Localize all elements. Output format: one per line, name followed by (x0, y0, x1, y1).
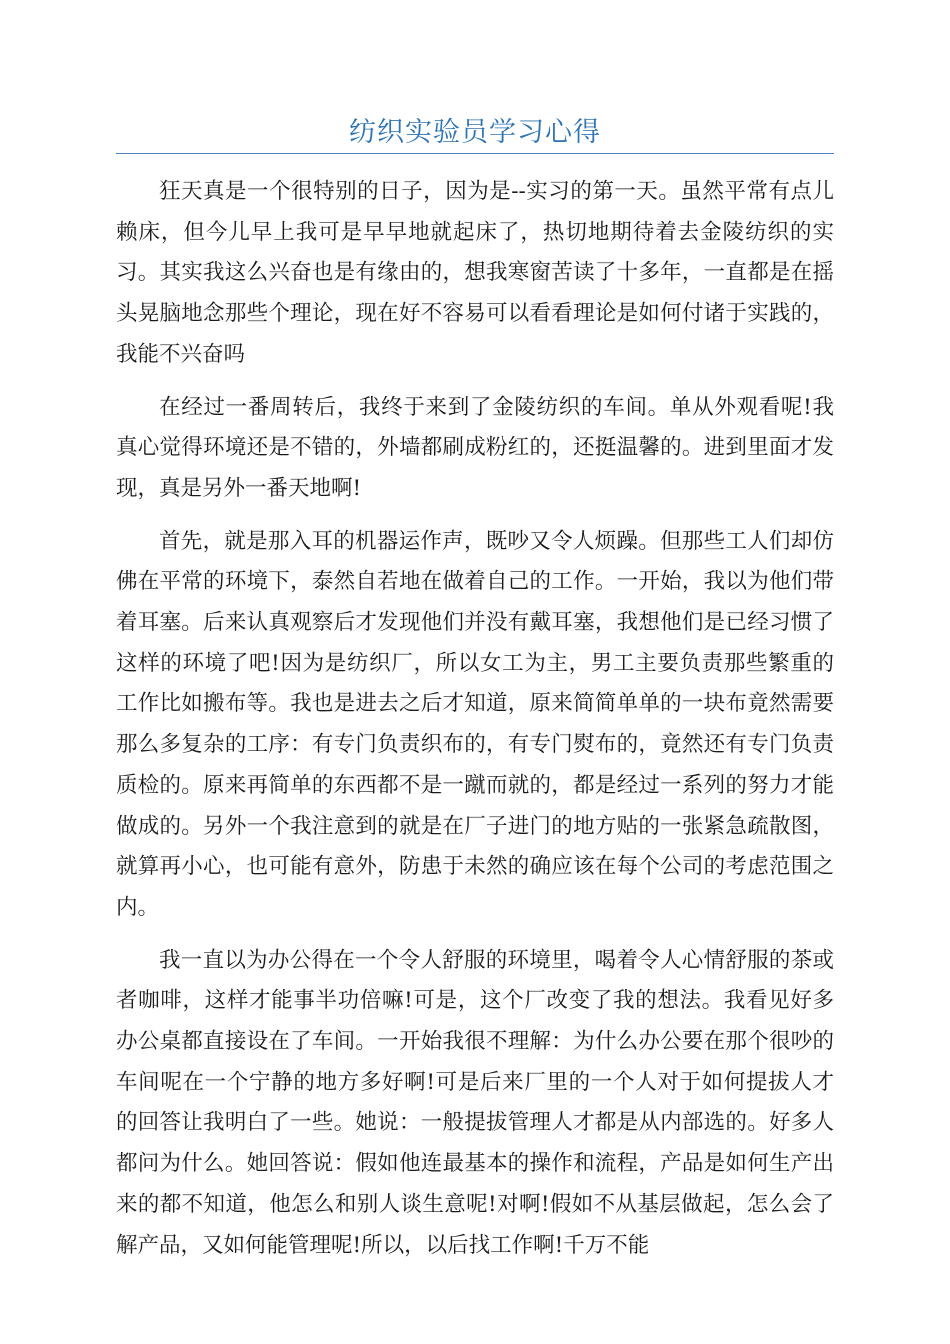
paragraph: 在经过一番周转后，我终于来到了金陵纺织的车间。单从外观看呢!我真心觉得环境还是不错的，外墙都刷成粉红的，还挺温馨的。进到里面才发现，真是另外一番天地啊! (116, 394, 834, 501)
paragraph: 首先，就是那入耳的机器运作声，既吵又令人烦躁。但那些工人们却仿佛在平常的环境下，泰然自若地在做着自己的工作。一开始，我以为他们带着耳塞。后来认真观察后才发现他们并没有戴耳塞，我想他们是已经习惯了这样的环境了吧!因为是纺织厂，所以女工为主，男工主要负责那些繁重的工作比如搬布等。我也是进去之后才知道，原来简简单单的一块布竟然需要那么多复杂的工序：有专门负责织布的，有专门熨布的，竟然还有专门负责质检的。原来再简单的东西都不是一蹴而就的，都是经过一系列的努力才能做成的。另外一个我注意到的就是在厂子进门的地方贴的一张紧急疏散图，就算再小心，也可能有意外，防患于未然的确应该在每个公司的考虑范围之内。 (116, 528, 834, 920)
title-underline (116, 153, 834, 154)
document-body (116, 172, 834, 1278)
paragraph: 我一直以为办公得在一个令人舒服的环境里，喝着令人心情舒服的茶或者咖啡，这样才能事半功倍嘛!可是，这个厂改变了我的想法。我看见好多办公桌都直接设在了车间。一开始我很不理解：为什么办公要在那个很吵的车间呢在一个宁静的地方多好啊!可是后来厂里的一个人对于如何提拔人才的回答让我明白了一些。她说：一般提拔管理人才都是从内部选的。好多人都问为什么。她回答说：假如他连最基本的操作和流程，产品是如何生产出来的都不知道，他怎么和别人谈生意呢!对啊!假如不从基层做起，怎么会了解产品，又如何能管理呢!所以，以后找工作啊!千万不能 (116, 947, 834, 1258)
document-title: 纺织实验员学习心得 (349, 117, 601, 148)
paragraph: 狂天真是一个很特别的日子，因为是--实习的第一天。虽然平常有点儿赖床，但今儿早上我可是早早地就起床了，热切地期待着去金陵纺织的实习。其实我这么兴奋也是有缘由的，想我寒窗苦读了十多年，一直都是在摇头晃脑地念那些个理论，现在好不容易可以看看理论是如何付诸于实践的，我能不兴奋吗 (116, 179, 834, 367)
